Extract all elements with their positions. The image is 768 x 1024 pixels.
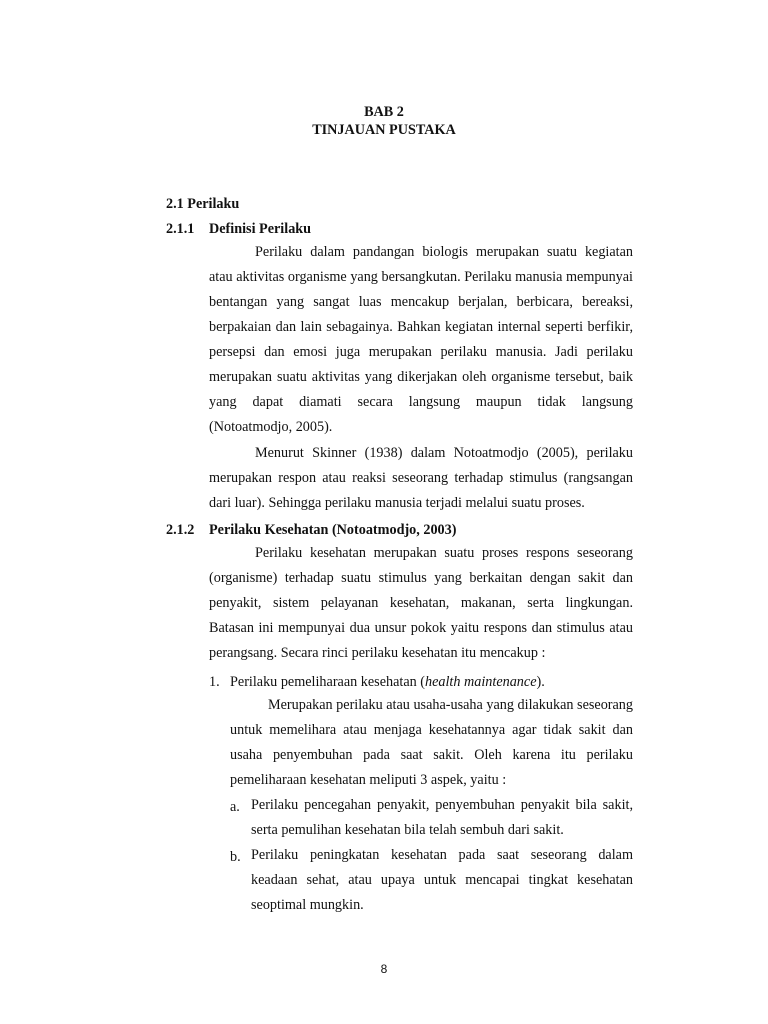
paragraph	[209, 541, 633, 666]
chapter-number: BAB 2	[364, 104, 404, 120]
paragraph-text: Perilaku dalam pandangan biologis merupakan suatu kegiatan atau aktivitas organisme yang bersangkutan. Perilaku manusia mempunyai bentangan yang sangat luas mencakup berjalan, berbicara, bereaksi, berpakaian dan lain sebagainya. Bahkan kegiatan internal seperti berfikir, persepsi dan emosi juga merupakan perilaku manusia. Jadi perilaku merupakan suatu aktivitas yang dikerjakan oleh organisme tersebut, baik yang dapat diamati secara langsung maupun tidak langsung (Notoatmodjo, 2005).	[209, 244, 633, 435]
subsection-number: 2.1.1	[166, 221, 195, 237]
paragraph-text: Perilaku kesehatan merupakan suatu proses respons seseorang (organisme) terhadap suatu stimulus yang berkaitan dengan sakit dan penyakit, sistem pelayanan kesehatan, makanan, serta lingkungan. Batasan ini mempunyai dua unsur pokok yaitu respons dan stimulus atau perangsang. Secara rinci perilaku kesehatan itu mencakup :	[209, 545, 633, 661]
sublist-item: Perilaku peningkatan kesehatan pada saat seseorang dalam keadaan sehat, atau upaya untuk mencapai tingkat kesehatan seoptimal mungkin.	[251, 847, 633, 913]
subsection-number: 2.1.2	[166, 522, 195, 538]
paragraph-text: Merupakan perilaku atau usaha-usaha yang dilakukan seseorang untuk memelihara atau menjaga kesehatannya agar tidak sakit dan usaha penyembuhan pada saat sakit. Oleh karena itu perilaku pemeliharaan kesehatan meliputi 3 aspek, yaitu :	[230, 697, 633, 788]
section-title: 2.1 Perilaku	[166, 196, 240, 212]
paragraph-text: Menurut Skinner (1938) dalam Notoatmodjo (2005), perilaku merupakan respon atau reaksi seseorang terhadap stimulus (rangsangan dari luar). Sehingga perilaku manusia terjadi melalui suatu proses.	[209, 445, 633, 511]
sublist-item: Perilaku pencegahan penyakit, penyembuhan penyakit bila sakit, serta pemulihan kesehatan bila telah sembuh dari sakit.	[251, 797, 633, 838]
list-item-title: Perilaku pemeliharaan kesehatan (health maintenance).	[230, 674, 545, 690]
paragraph	[209, 441, 633, 516]
paragraph	[209, 240, 633, 440]
chapter-title: TINJAUAN PUSTAKA	[312, 122, 456, 138]
subsection-title: Definisi Perilaku	[209, 221, 312, 237]
subsection-title: Perilaku Kesehatan (Notoatmodjo, 2003)	[209, 522, 457, 538]
list-number: 1.	[209, 674, 220, 690]
sublist-letter: b.	[230, 849, 241, 865]
page-number: 8	[380, 962, 388, 976]
list-item-description	[230, 693, 633, 793]
sublist-letter: a.	[230, 799, 240, 815]
